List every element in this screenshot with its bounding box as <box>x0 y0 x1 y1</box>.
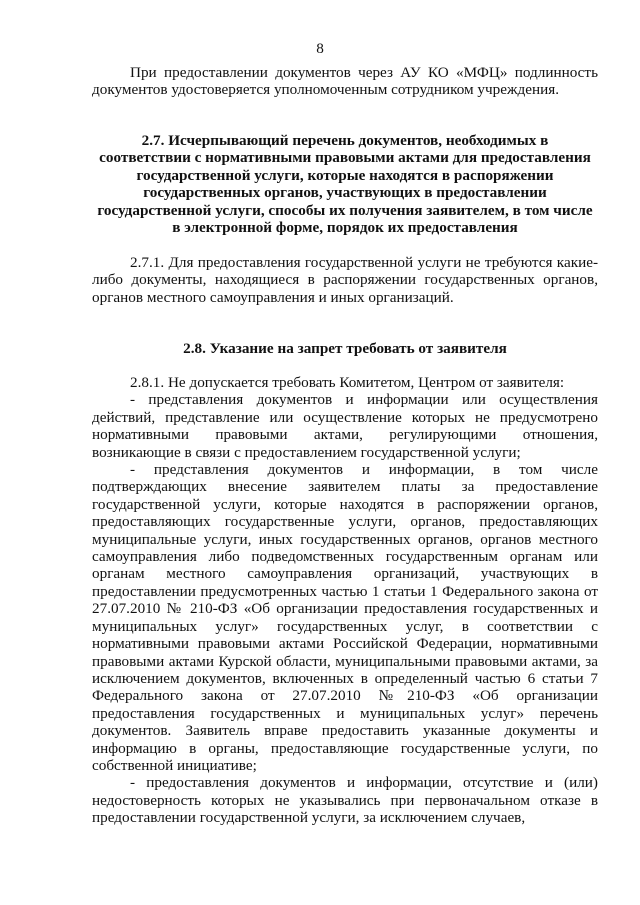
section-2-7-heading-line: в электронной форме, порядок их предоставления <box>172 219 518 237</box>
section-2-7-heading-line: государственных органов, участвующих в предоставлении <box>143 184 547 202</box>
section-2-7-heading-line: государственной услуги, способы их получения заявителем, в том числе <box>97 201 593 219</box>
page-number: 8 <box>316 40 324 57</box>
section-2-8-heading <box>92 340 598 357</box>
section-2-7-heading-line: государственной услуги, которые находятся в распоряжении <box>136 166 554 184</box>
list-item-2: - представления документов и информации, в том числе подтверждающих внесение заявителем платы за предоставление государственной услуги, которые находятся в распоряжении органов, предоставляющих государственные услуги, органов, предоставляющих муниципальные услуги, иных государственных органов, органов местного самоуправления либо подведомственных государственным органам или органам местного самоуправления организаций, участвующих в предоставлении предусмотренных частью 1 статьи 1 Федерального закона от 27.07.2010 № 210-ФЗ «Об организации предоставления государственных и муниципальных услуг» государственных услуг, в соответствии с нормативными правовыми актами Российской Федерации, нормативными правовыми актами Курской области, муниципальными правовыми актами, за исключением документов, включенных в определенный частью 6 статьи 7 Федерального закона от 27.07.2010 №210-ФЗ «Об организации предоставления государственных и муниципальных услуг» перечень документов. Заявитель вправе предоставить указанные документы и информацию в органы, предоставляющие государственные услуги, по собственной инициативе; <box>92 461 598 774</box>
section-2-8-body <box>92 374 598 827</box>
paragraph-2-8-1: 2.8.1. Не допускается требовать Комитетом, Центром от заявителя: <box>130 374 565 391</box>
section-2-7-heading-line: 2.7. Исчерпывающий перечень документов, необходимых в <box>141 132 549 149</box>
paragraph-2-7-1-block <box>92 254 598 306</box>
paragraph-2-7-1: 2.7.1. Для предоставления государственной услуги не требуются какие-либо документы, находящиеся в распоряжении государственных органов, органов местного самоуправления и иных организаций. <box>92 254 598 306</box>
section-2-7-heading <box>92 132 598 236</box>
intro-block <box>92 64 598 99</box>
section-2-7-heading-line: соответствии с нормативными правовыми актами для предоставления <box>99 149 591 167</box>
list-item-3: - предоставления документов и информации, отсутствие и (или) недостоверность которых не указывались при первоначальном отказе в предоставлении государственной услуги, за исключением случаев, <box>92 774 598 827</box>
section-2-8-heading-line: 2.8. Указание на запрет требовать от заявителя <box>183 340 507 357</box>
list-item-1: - представления документов и информации или осуществления действий, представление или осуществление которых не предусмотрено нормативными правовыми актами, регулирующими отношения, возникающие в связи с предоставлением государственной услуги; <box>92 391 598 461</box>
intro-paragraph: При предоставлении документов через АУ КО «МФЦ» подлинность документов удостоверяется уполномоченным сотрудником учреждения. <box>92 64 598 99</box>
